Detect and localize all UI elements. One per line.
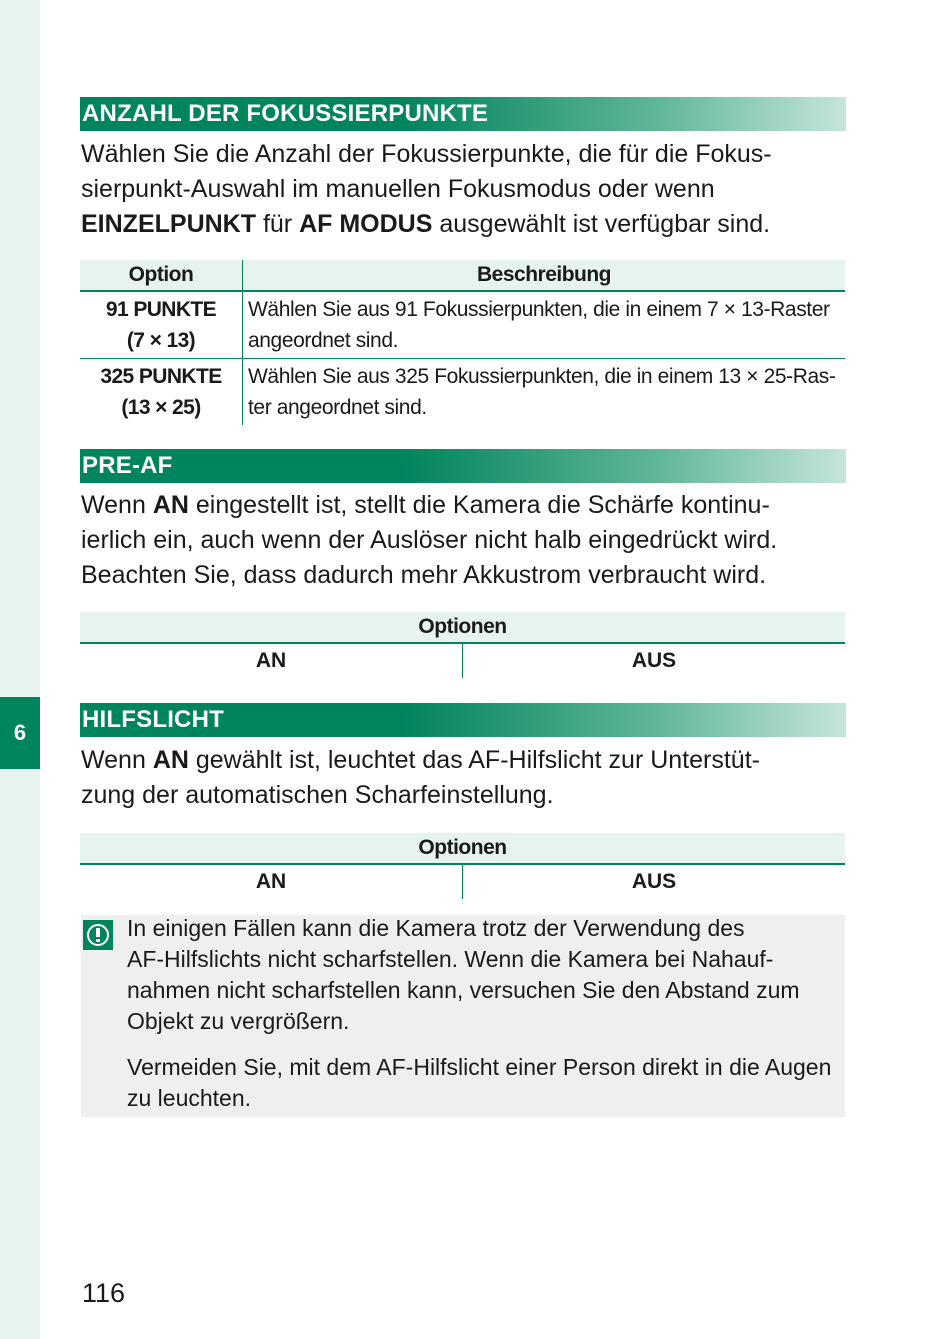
hilfslicht-options-table bbox=[80, 833, 845, 899]
page-number: 116 bbox=[82, 1278, 126, 1308]
section1-intro-line2: sierpunkt-Auswahl im manuellen Fokusmodus oder wenn bbox=[81, 175, 715, 203]
af-modus-term: AF MODUS bbox=[299, 210, 433, 238]
section2-line1 bbox=[81, 488, 851, 523]
description-cell bbox=[243, 359, 846, 426]
table-header-row bbox=[80, 260, 845, 291]
an-term: AN bbox=[152, 491, 189, 519]
pre-af-options-table bbox=[80, 612, 845, 678]
section1-intro-line1: Wählen Sie die Anzahl der Fokussierpunkte, die für die Fokus- bbox=[81, 140, 772, 168]
option-an: AN bbox=[255, 649, 287, 672]
section-heading-pre-af: PRE-AF bbox=[80, 449, 846, 483]
caution-note bbox=[81, 915, 845, 1117]
column-header-option: Option bbox=[80, 260, 243, 291]
caution-line: zu leuchten. bbox=[127, 1085, 252, 1111]
section2-text bbox=[81, 488, 851, 593]
section2-line2: ierlich ein, auch wenn der Auslöser nicht halb eingedrückt wird. bbox=[81, 526, 778, 554]
option-aus: AUS bbox=[463, 643, 846, 678]
section3-text bbox=[81, 743, 851, 813]
an-term: AN bbox=[152, 746, 189, 774]
description-cell bbox=[243, 291, 846, 359]
text-segment: gewählt ist, leuchtet das AF-Hilfslicht zur Unterstüt- bbox=[188, 746, 760, 774]
description-line: Wählen Sie aus 325 Fokussierpunkten, die in einem 13 × 25-Ras- bbox=[248, 365, 836, 388]
section-heading-hilfslicht: HILFSLICHT bbox=[80, 703, 846, 737]
caution-paragraph-1 bbox=[127, 913, 839, 1037]
section3-line2: zung der automatischen Scharfeinstellung. bbox=[81, 781, 554, 809]
table-header-row bbox=[80, 833, 845, 864]
description-line: angeordnet sind. bbox=[248, 329, 399, 352]
caution-line: nahmen nicht scharfstellen kann, versuchen Sie den Abstand zum bbox=[127, 977, 800, 1003]
section1-intro-line3 bbox=[81, 207, 851, 242]
option-name: 325 PUNKTE bbox=[100, 365, 222, 388]
caution-line: Vermeiden Sie, mit dem AF-Hilfslicht einer Person direkt in die Augen bbox=[127, 1054, 832, 1080]
caution-line: Objekt zu vergrößern. bbox=[127, 1008, 350, 1034]
focus-points-table bbox=[80, 260, 845, 425]
option-cell bbox=[80, 291, 243, 359]
chapter-tab: 6 bbox=[0, 697, 40, 769]
description-line: Wählen Sie aus 91 Fokussierpunkten, die in einem 7 × 13-Raster bbox=[248, 298, 830, 321]
section1-intro bbox=[81, 137, 851, 242]
option-grid: (13 × 25) bbox=[121, 396, 201, 419]
text-segment: eingestellt ist, stellt die Kamera die Schärfe kontinu- bbox=[188, 491, 770, 519]
option-cell bbox=[80, 359, 243, 426]
intro-text-segment: ausgewählt ist verfügbar sind. bbox=[432, 210, 771, 238]
table-row bbox=[80, 291, 845, 359]
caution-paragraph-2 bbox=[127, 1052, 839, 1114]
side-margin-strip bbox=[0, 0, 40, 1339]
option-an: AN bbox=[255, 870, 287, 893]
option-name: 91 PUNKTE bbox=[105, 298, 217, 321]
option-grid: (7 × 13) bbox=[126, 329, 196, 352]
options-header: Optionen bbox=[80, 833, 845, 864]
caution-icon bbox=[83, 920, 113, 950]
caution-line: AF-Hilfslichts nicht scharfstellen. Wenn die Kamera bei Nahauf- bbox=[127, 946, 774, 972]
table-row bbox=[80, 864, 845, 899]
intro-text-segment: für bbox=[256, 210, 300, 238]
caution-line: In einigen Fällen kann die Kamera trotz der Verwendung des bbox=[127, 915, 745, 941]
column-header-description: Beschreibung bbox=[243, 260, 846, 291]
options-header: Optionen bbox=[80, 612, 845, 643]
description-line: ter angeordnet sind. bbox=[248, 396, 427, 419]
section-heading-focus-points: ANZAHL DER FOKUSSIERPUNKTE bbox=[80, 97, 846, 131]
text-segment: Wenn bbox=[81, 491, 153, 519]
table-header-row bbox=[80, 612, 845, 643]
text-segment: Wenn bbox=[81, 746, 153, 774]
table-row bbox=[80, 643, 845, 678]
section3-line1 bbox=[81, 743, 851, 778]
section2-line3: Beachten Sie, dass dadurch mehr Akkustrom verbraucht wird. bbox=[81, 561, 767, 589]
option-aus: AUS bbox=[463, 864, 846, 899]
table-row bbox=[80, 359, 845, 426]
einzelpunkt-term: EINZELPUNKT bbox=[81, 210, 256, 238]
